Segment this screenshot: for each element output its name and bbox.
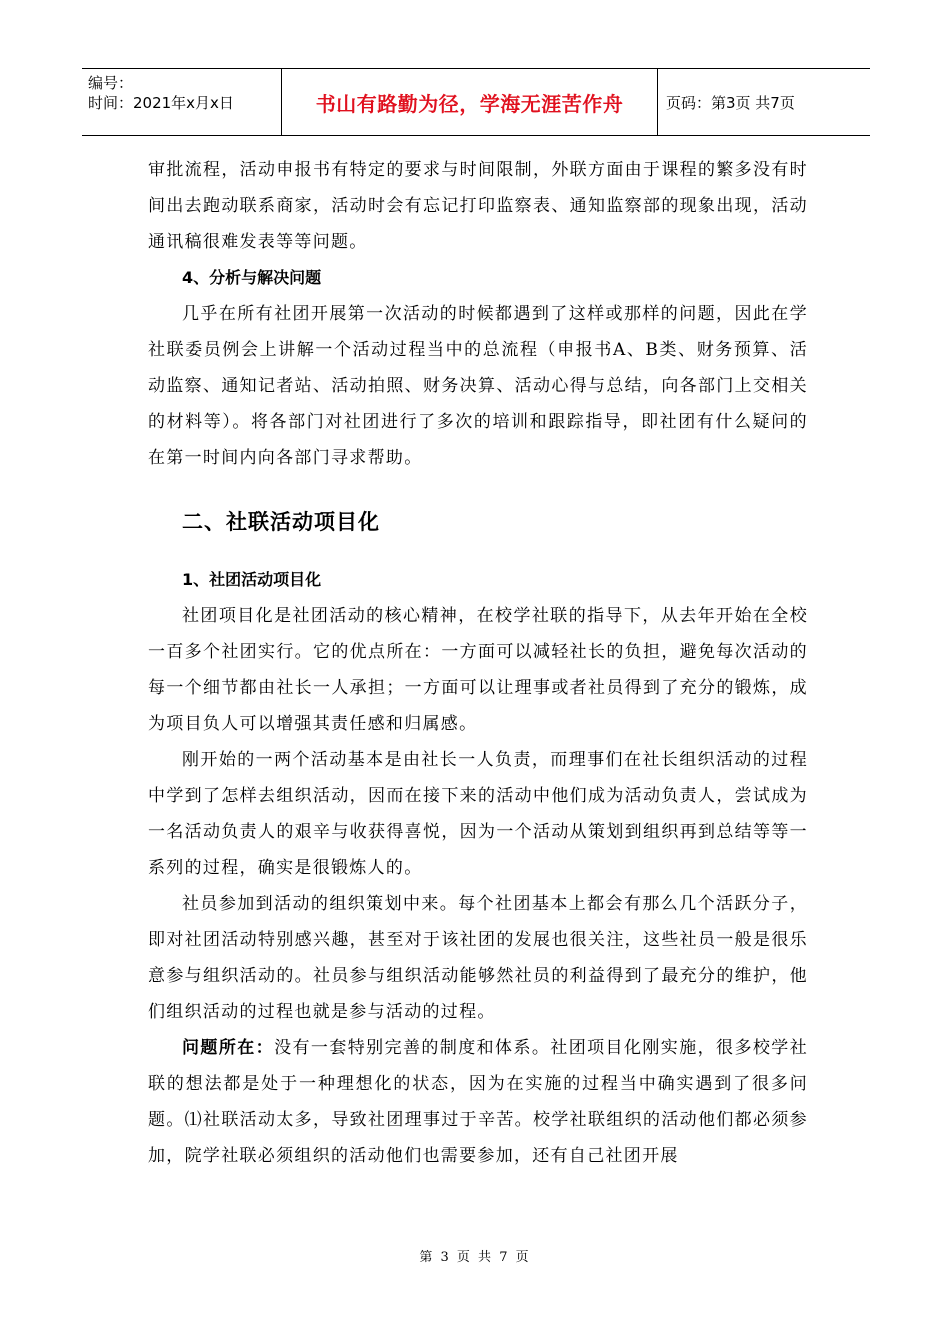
document-body — [148, 152, 808, 1174]
paragraph-4: 刚开始的一两个活动基本是由社长一人负责，而理事们在社长组织活动的过程中学到了怎样去组织活动，因而在接下来的活动中他们成为活动负责人，尝试成为一名活动负责人的艰辛与收获得喜悦，因为一个活动从策划到组织再到总结等等一系列的过程，确实是很锻炼人的。 — [148, 750, 808, 878]
paragraph-2: 几乎在所有社团开展第一次活动的时候都遇到了这样或那样的问题，因此在学社联委员例会上讲解一个活动过程当中的总流程（申报书A、B类、财务预算、活动监察、通知记者站、活动拍照、财务决算、活动心得与总结，向各部门上交相关的材料等）。将各部门对社团进行了多次的培训和跟踪指导，即社团有什么疑问的在第一时间内向各部门寻求帮助。 — [148, 304, 808, 468]
subheading-4: 4、分析与解决问题 — [182, 268, 322, 287]
paragraph-1: 审批流程，活动申报书有特定的要求与时间限制，外联方面由于课程的繁多没有时间出去跑动联系商家，活动时会有忘记打印监察表、通知监察部的现象出现，活动通讯稿很难发表等等问题。 — [148, 160, 808, 252]
paragraph-6-text: 没有一套特别完善的制度和体系。社团项目化刚实施，很多校学社联的想法都是处于一种理想化的状态，因为在实施的过程当中确实遇到了很多问题。⑴社联活动太多，导致社团理事过于辛苦。校学社联组织的活动他们都必须参加，院学社联必须组织的活动他们也需要参加，还有自己社团开展 — [148, 1038, 808, 1166]
header-motto: 书山有路勤为径，学海无涯苦作舟 — [282, 69, 658, 135]
header-meta — [82, 69, 282, 135]
paragraph-6 — [148, 1030, 808, 1174]
subheading-1: 1、社团活动项目化 — [182, 570, 322, 589]
date-label: 时间：2021年x月x日 — [88, 94, 234, 112]
header-page-code: 页码：第3页 共7页 — [666, 93, 795, 112]
serial-label: 编号： — [88, 74, 134, 92]
paragraph-3: 社团项目化是社团活动的核心精神，在校学社联的指导下，从去年开始在全校一百多个社团实行。它的优点所在：一方面可以减轻社长的负担，避免每次活动的每一个细节都由社长一人承担；一方面可以让理事或者社员得到了充分的锻炼，成为项目负人可以增强其责任感和归属感。 — [148, 606, 808, 734]
page-footer: 第 3 页 共 7 页 — [419, 1250, 531, 1265]
paragraph-5: 社员参加到活动的组织策划中来。每个社团基本上都会有那么几个活跃分子，即对社团活动特别感兴趣，甚至对于该社团的发展也很关注，这些社员一般是很乐意参与组织活动的。社员参与组织活动能够然社员的利益得到了最充分的维护，他们组织活动的过程也就是参与活动的过程。 — [148, 894, 808, 1022]
problem-lead: 问题所在： — [182, 1038, 275, 1058]
header-table — [82, 68, 870, 136]
section-2-title: 二、社联活动项目化 — [182, 510, 380, 534]
